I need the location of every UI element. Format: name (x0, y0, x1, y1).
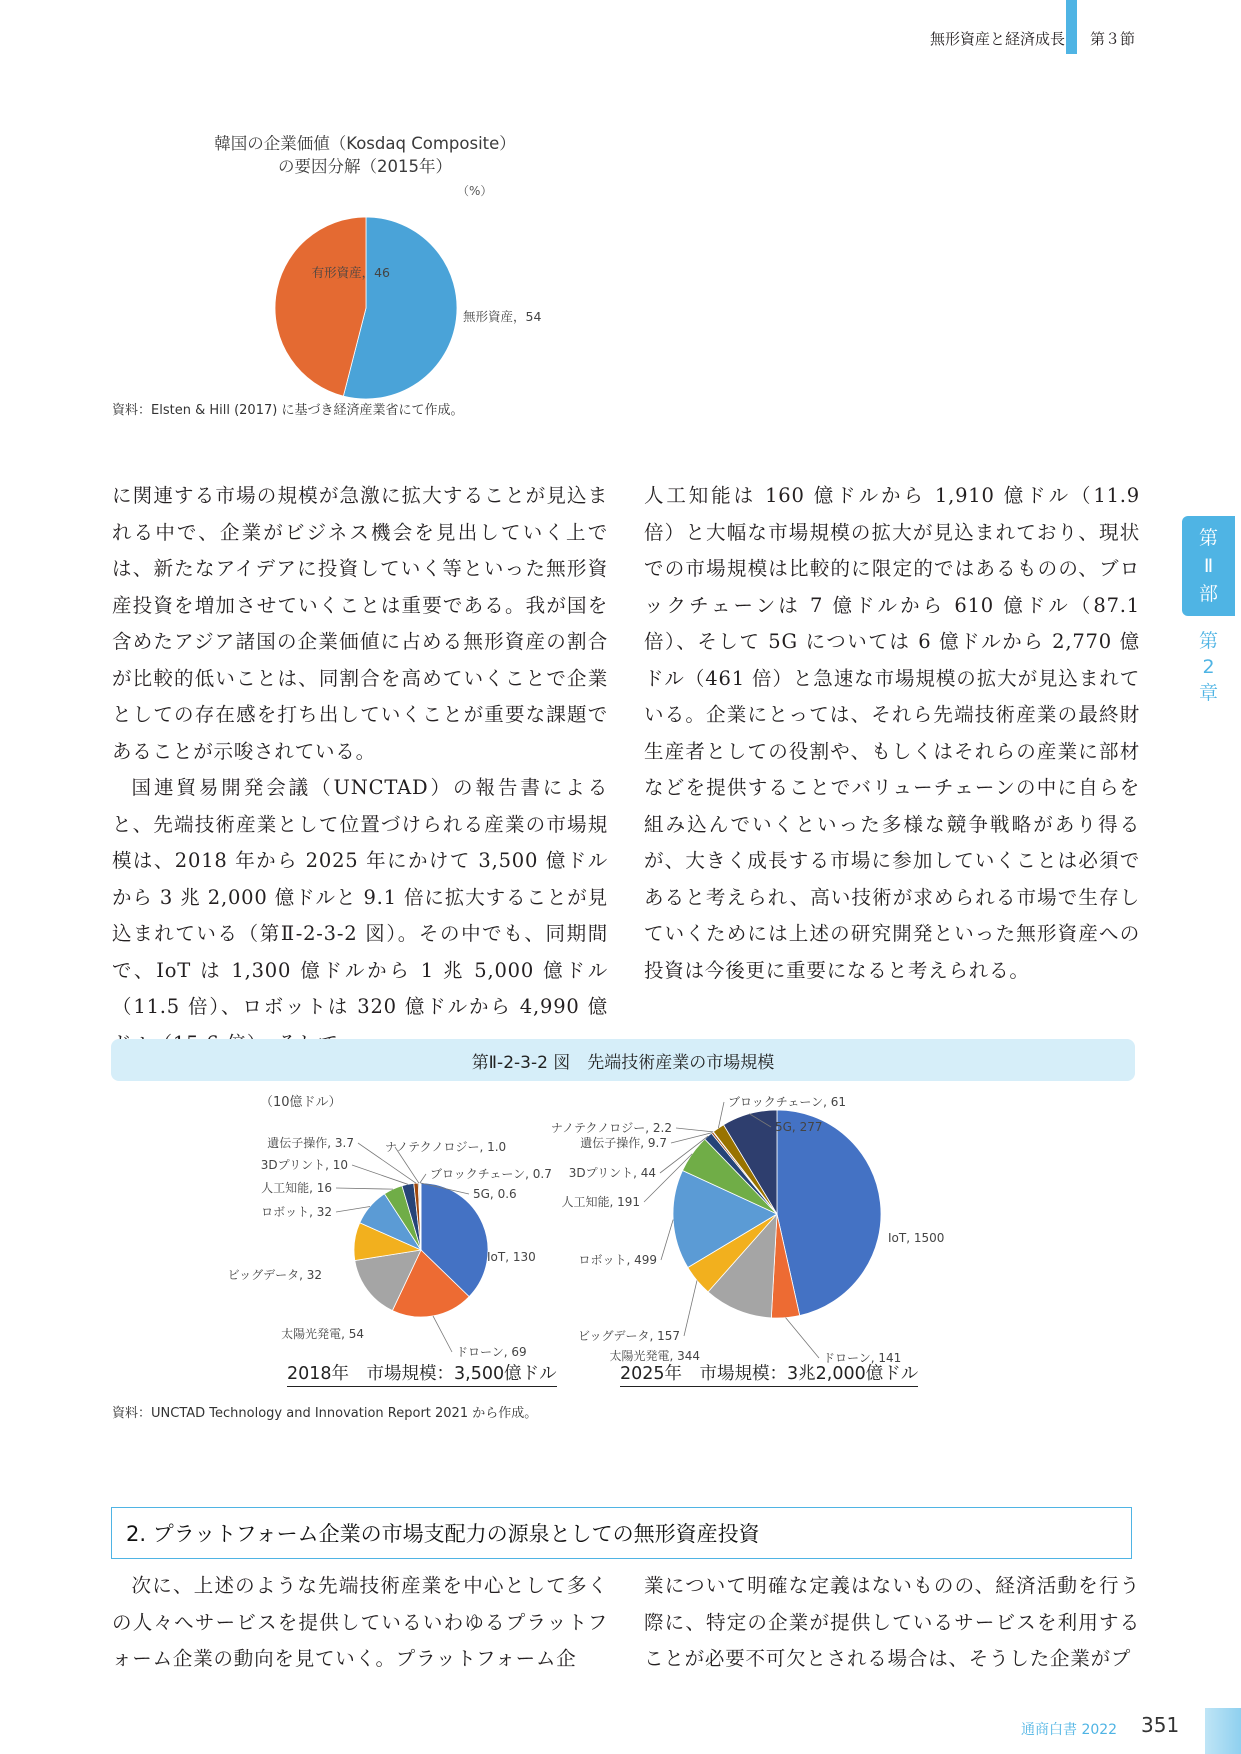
side-tab-part-line: 部 (1198, 583, 1218, 605)
kosdaq-label-intangible: 無形資産，54 (463, 309, 542, 324)
header-section-number: 第３節 (1090, 30, 1136, 48)
pie-data-label: 3Dプリント, 44 (568, 1166, 656, 1180)
section-heading (111, 1507, 1132, 1559)
side-tab-part (1182, 516, 1235, 616)
pie-data-label: ナノテクノロジー, 1.0 (385, 1140, 507, 1154)
figure-title: 第Ⅱ-2-3-2 図 先端技術産業の市場規模 (471, 1052, 775, 1073)
leader-line (684, 1280, 697, 1336)
caption-2025: 2025年 市場規模：3兆2,000億ドル (620, 1360, 918, 1387)
figure-title-band (111, 1039, 1135, 1081)
pie-data-label: 5G, 0.6 (473, 1187, 517, 1201)
side-tab-chapter-line: 2 (1202, 656, 1215, 678)
pie-data-label: IoT, 130 (487, 1250, 536, 1264)
leader-line (661, 1220, 673, 1260)
kosdaq-chart-unit: （%） (457, 184, 493, 198)
leader-line (433, 1316, 452, 1352)
kosdaq-chart-title-line1: 韓国の企業価値（Kosdaq Composite） (214, 134, 516, 153)
side-tab-part-line: 第 (1198, 527, 1218, 549)
body-right-column (644, 478, 1140, 989)
figure-unit: （10億ドル） (260, 1095, 342, 1110)
leader-line (336, 1206, 370, 1212)
section2-right-column (644, 1568, 1140, 1678)
leader-line (676, 1128, 713, 1132)
pie-data-label: IoT, 1500 (888, 1231, 945, 1245)
pie-data-label: 人工知能, 191 (561, 1195, 640, 1209)
body-paragraph: 国連貿易開発会議（UNCTAD）の報告書によると、先端技術産業として位置づけられる産業の市場規模は、2018 年から 2025 年にかけて 3,500 億ドルから 3 兆 2,000 億ドルと 9.1 倍に拡大することが見込まれている（第Ⅱ-2-3-2 図）。その中でも、同期間で、IoT は 1,300 億ドルから 1 兆 5,000 億ドル（11.5 倍）、ロボットは 320 億ドルから 4,990 億 (112, 776, 608, 1018)
pie-data-label: ナノテクノロジー, 2.2 (550, 1121, 672, 1135)
pie-data-label: 遺伝子操作, 3.7 (267, 1136, 354, 1150)
footer-publication: 通商白書 2022 (1021, 1722, 1118, 1738)
pie-data-label: ブロックチェーン, 61 (728, 1095, 847, 1109)
section2-left-column (112, 1568, 608, 1678)
pie-data-label: ドローン, 69 (456, 1345, 527, 1359)
leader-line (336, 1188, 393, 1189)
body-paragraph: 人工知能は 160 億ドルから 1,910 億ドル（11.9 倍）と大幅な市場規模の拡大が見込まれており、現状での市場規模は比較的に限定的ではあるものの、ブロックチェーンは 7 億ドルから 610 億ドル（87.1 倍）、そして 5G については 6 億ドルから 2,770 億ドル（461 倍）と急速な市場規模の拡大が見込まれている。企業にとっては、それら先端技術産業の最終財生産者としての役割や、もしくはそれらの産業に部材などを提供することでバリューチェーンの中に自らを組み込んでいくといった多様な競争戦略があり得るが、大きく成長する市場に参加していくことは必須であると考えられ、高い技術が求められる市場で生存していくためには上述の研究開発といった無形資産への投資は今後更に重要になると考えられる。 (644, 484, 1140, 982)
side-tab-chapter-line: 第 (1198, 630, 1218, 652)
leader-line (352, 1165, 408, 1184)
pie-data-label: 人工知能, 16 (261, 1181, 332, 1195)
kosdaq-chart-title-line2: の要因分解（2015年） (278, 157, 452, 176)
pie-data-label: ブロックチェーン, 0.7 (430, 1167, 552, 1181)
kosdaq-chart-title (180, 132, 550, 178)
pie-data-label: ロボット, 32 (261, 1205, 332, 1219)
pie-data-label: 太陽光発電, 344 (609, 1349, 700, 1363)
body-paragraph: 業について明確な定義はないものの、経済活動を行う際に、特定の企業が提供しているサービスを利用することが必要不可欠とされる場合は、そうした企業がプ (644, 1574, 1140, 1670)
pie-data-label: 太陽光発電, 54 (281, 1327, 364, 1341)
pie-data-label: ビッグデータ, 157 (577, 1329, 680, 1343)
pie-data-label: 3Dプリント, 10 (260, 1158, 348, 1172)
body-left-column (112, 478, 608, 1062)
body-paragraph: に関連する市場の規模が急激に拡大することが見込まれる中で、企業がビジネス機会を見出していく上では、新たなアイデアに投資していく等といった無形資産投資を増加させていくことは重要である。我が国を含めたアジア諸国の企業価値に占める無形資産の割合が比較的低いことは、同割合を高めていくことで企業としての存在感を打ち出していくことが重要な課題であることが示唆されている。 (112, 484, 608, 763)
leader-line (420, 1174, 426, 1183)
section-heading-text: 2. プラットフォーム企業の市場支配力の源泉としての無形資産投資 (126, 1522, 760, 1546)
leader-line (718, 1102, 724, 1128)
pie-data-label: 遺伝子操作, 9.7 (580, 1136, 667, 1150)
leader-line (786, 1318, 819, 1358)
pie-data-label: ロボット, 499 (578, 1253, 657, 1267)
header-accent-bar (1066, 0, 1077, 54)
pie-data-label: ビッグデータ, 32 (227, 1268, 322, 1282)
pie-chart-2025 (550, 1088, 975, 1368)
side-tab-chapter-line: 章 (1198, 682, 1218, 704)
kosdaq-chart-source: 資料：Elsten & Hill (2017) に基づき経済産業省にて作成。 (112, 403, 464, 418)
side-tab-part-line: Ⅱ (1203, 555, 1214, 577)
pie-data-label: ドローン, 141 (823, 1351, 902, 1365)
pie-data-label: 5G, 277 (775, 1120, 823, 1134)
pie-chart-2018 (227, 1090, 580, 1360)
footer-accent-bar (1205, 1708, 1241, 1754)
header-section-title: 無形資産と経済成長 (929, 30, 1065, 48)
side-tab-chapter (1182, 628, 1235, 706)
figure-source: 資料：UNCTAD Technology and Innovation Report 2021 から作成。 (112, 1406, 538, 1421)
kosdaq-pie-chart (260, 205, 560, 405)
caption-2018: 2018年 市場規模：3,500億ドル (287, 1360, 557, 1387)
body-paragraph: 次に、上述のような先端技術産業を中心として多くの人々へサービスを提供しているいわゆるプラットフォーム企業の動向を見ていく。プラットフォーム企 (112, 1574, 608, 1670)
kosdaq-label-tangible: 有形資産，46 (311, 265, 390, 280)
footer-page-number: 351 (1141, 1713, 1180, 1737)
